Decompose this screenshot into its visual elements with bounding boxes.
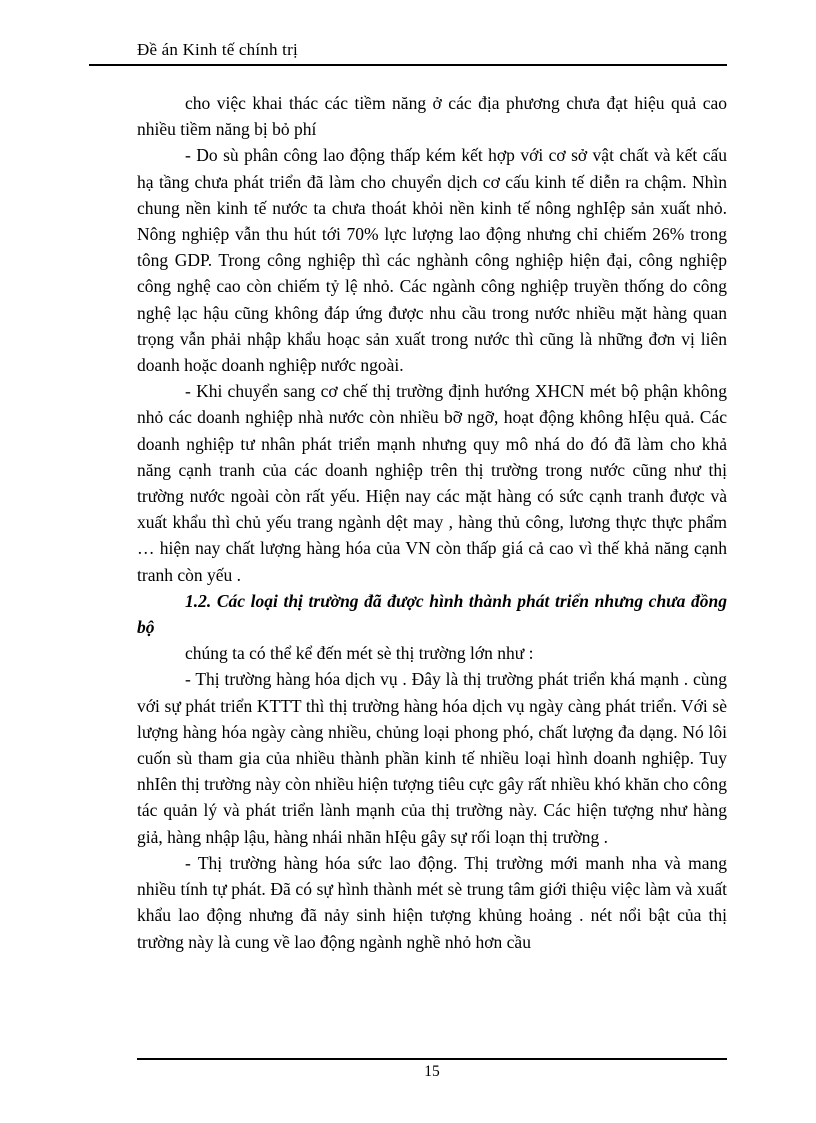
paragraph-markets-list-intro: chúng ta có thể kể đến mét sè thị trường lớn như :: [185, 643, 534, 664]
paragraph-labor-division: - Do sù phân công lao động thấp kém kết hợp với cơ sở vật chất và kết cấu hạ tầng chưa phát triển đã làm cho chuyển dịch cơ cấu kinh tế diễn ra chậm. Nhìn chung nền kinh tế nước ta chưa thoát khỏi nền kinh tế nông nghIệp sản xuất nhỏ. Nông nghiệp vẫn thu hút tới 70% lực lượng lao động nhưng chỉ chiếm 26% trong tông GDP. Trong công nghiệp thì các nghành công nghiệp hiện đại, công nghiệp công nghệ cao còn chiếm tỷ lệ nhỏ. Các ngành công nghiệp truyền thống do công nghệ lạc hậu cũng không đáp ứng được nhu cầu trong nước nhiều mặt hàng quan trọng vẫn phải nhập khẩu hoạc sản xuất trong nước thì cũng là những đơn vị liên doanh hoặc doanh nghiệp nước ngoài.: [137, 145, 727, 376]
paragraph-market-transition: - Khi chuyển sang cơ chế thị trường định hướng XHCN mét bộ phận không nhỏ các doanh nghiệp nhà nước còn nhiều bỡ ngỡ, hoạt động không hIệu quả. Các doanh nghiệp tư nhân phát triển mạnh nhưng quy mô nhá do đó đã làm cho khả năng cạnh tranh của các doanh nghiệp trên thị trường trong nước cũng như thị trường nước ngoài còn rất yếu. Hiện nay các mặt hàng có sức cạnh tranh được và xuất khẩu thì chủ yếu trang ngành dệt may , hàng thủ công, lương thực thực phẩm … hiện nay chất lượng hàng hóa của VN còn thấp giá cả cao vì thế khả năng cạnh tranh còn yếu .: [137, 381, 727, 585]
page-number: 15: [424, 1063, 440, 1080]
header-title: Đề án Kinh tế chính trị: [137, 40, 298, 59]
paragraph-goods-services-market: - Thị trường hàng hóa dịch vụ . Đây là thị trường phát triển khá mạnh . cùng với sự phát triển KTTT thì thị trường hàng hóa dịch vụ ngày càng phát triển. Với sè lượng hàng hóa ngày càng nhiều, chủng loại phong phó, chất lượng đa dạng. Nó lôi cuốn sù tham gia của nhiều thành phần kinh tế nhiều loại hình doanh nghiệp. Tuy nhIên thị trường này còn nhiều hiện tượng tiêu cực gây rất nhiều khó khăn cho công tác quản lý và phát triển lành mạnh của thị trường này. Các hiện tượng như hàng giả, hàng nhập lậu, hàng nhái nhãn hIệu gây sự rối loạn thị trường .: [137, 669, 727, 847]
paragraph-intro: cho việc khai thác các tiềm năng ở các địa phương chưa đạt hiệu quả cao nhiều tiềm năng bị bỏ phí: [137, 93, 727, 140]
page-body: [89, 90, 727, 955]
paragraph-labor-market: - Thị trường hàng hóa sức lao động. Thị trường mới manh nha và mang nhiều tính tự phát. Đã có sự hình thành mét sè trung tâm giới thiệu việc làm và xuất khẩu lao động nhưng đã nảy sinh hiện tượng khủng hoảng . nét nổi bật của thị trường này là cung về lao động ngành nghề nhỏ hơn cầu: [137, 852, 727, 952]
page-header: [89, 40, 727, 66]
page-footer: [89, 1058, 727, 1081]
section-heading-1-2: 1.2. Các loại thị trường đã được hình thành phát triển nhưng chưa đồng bộ: [137, 590, 727, 638]
